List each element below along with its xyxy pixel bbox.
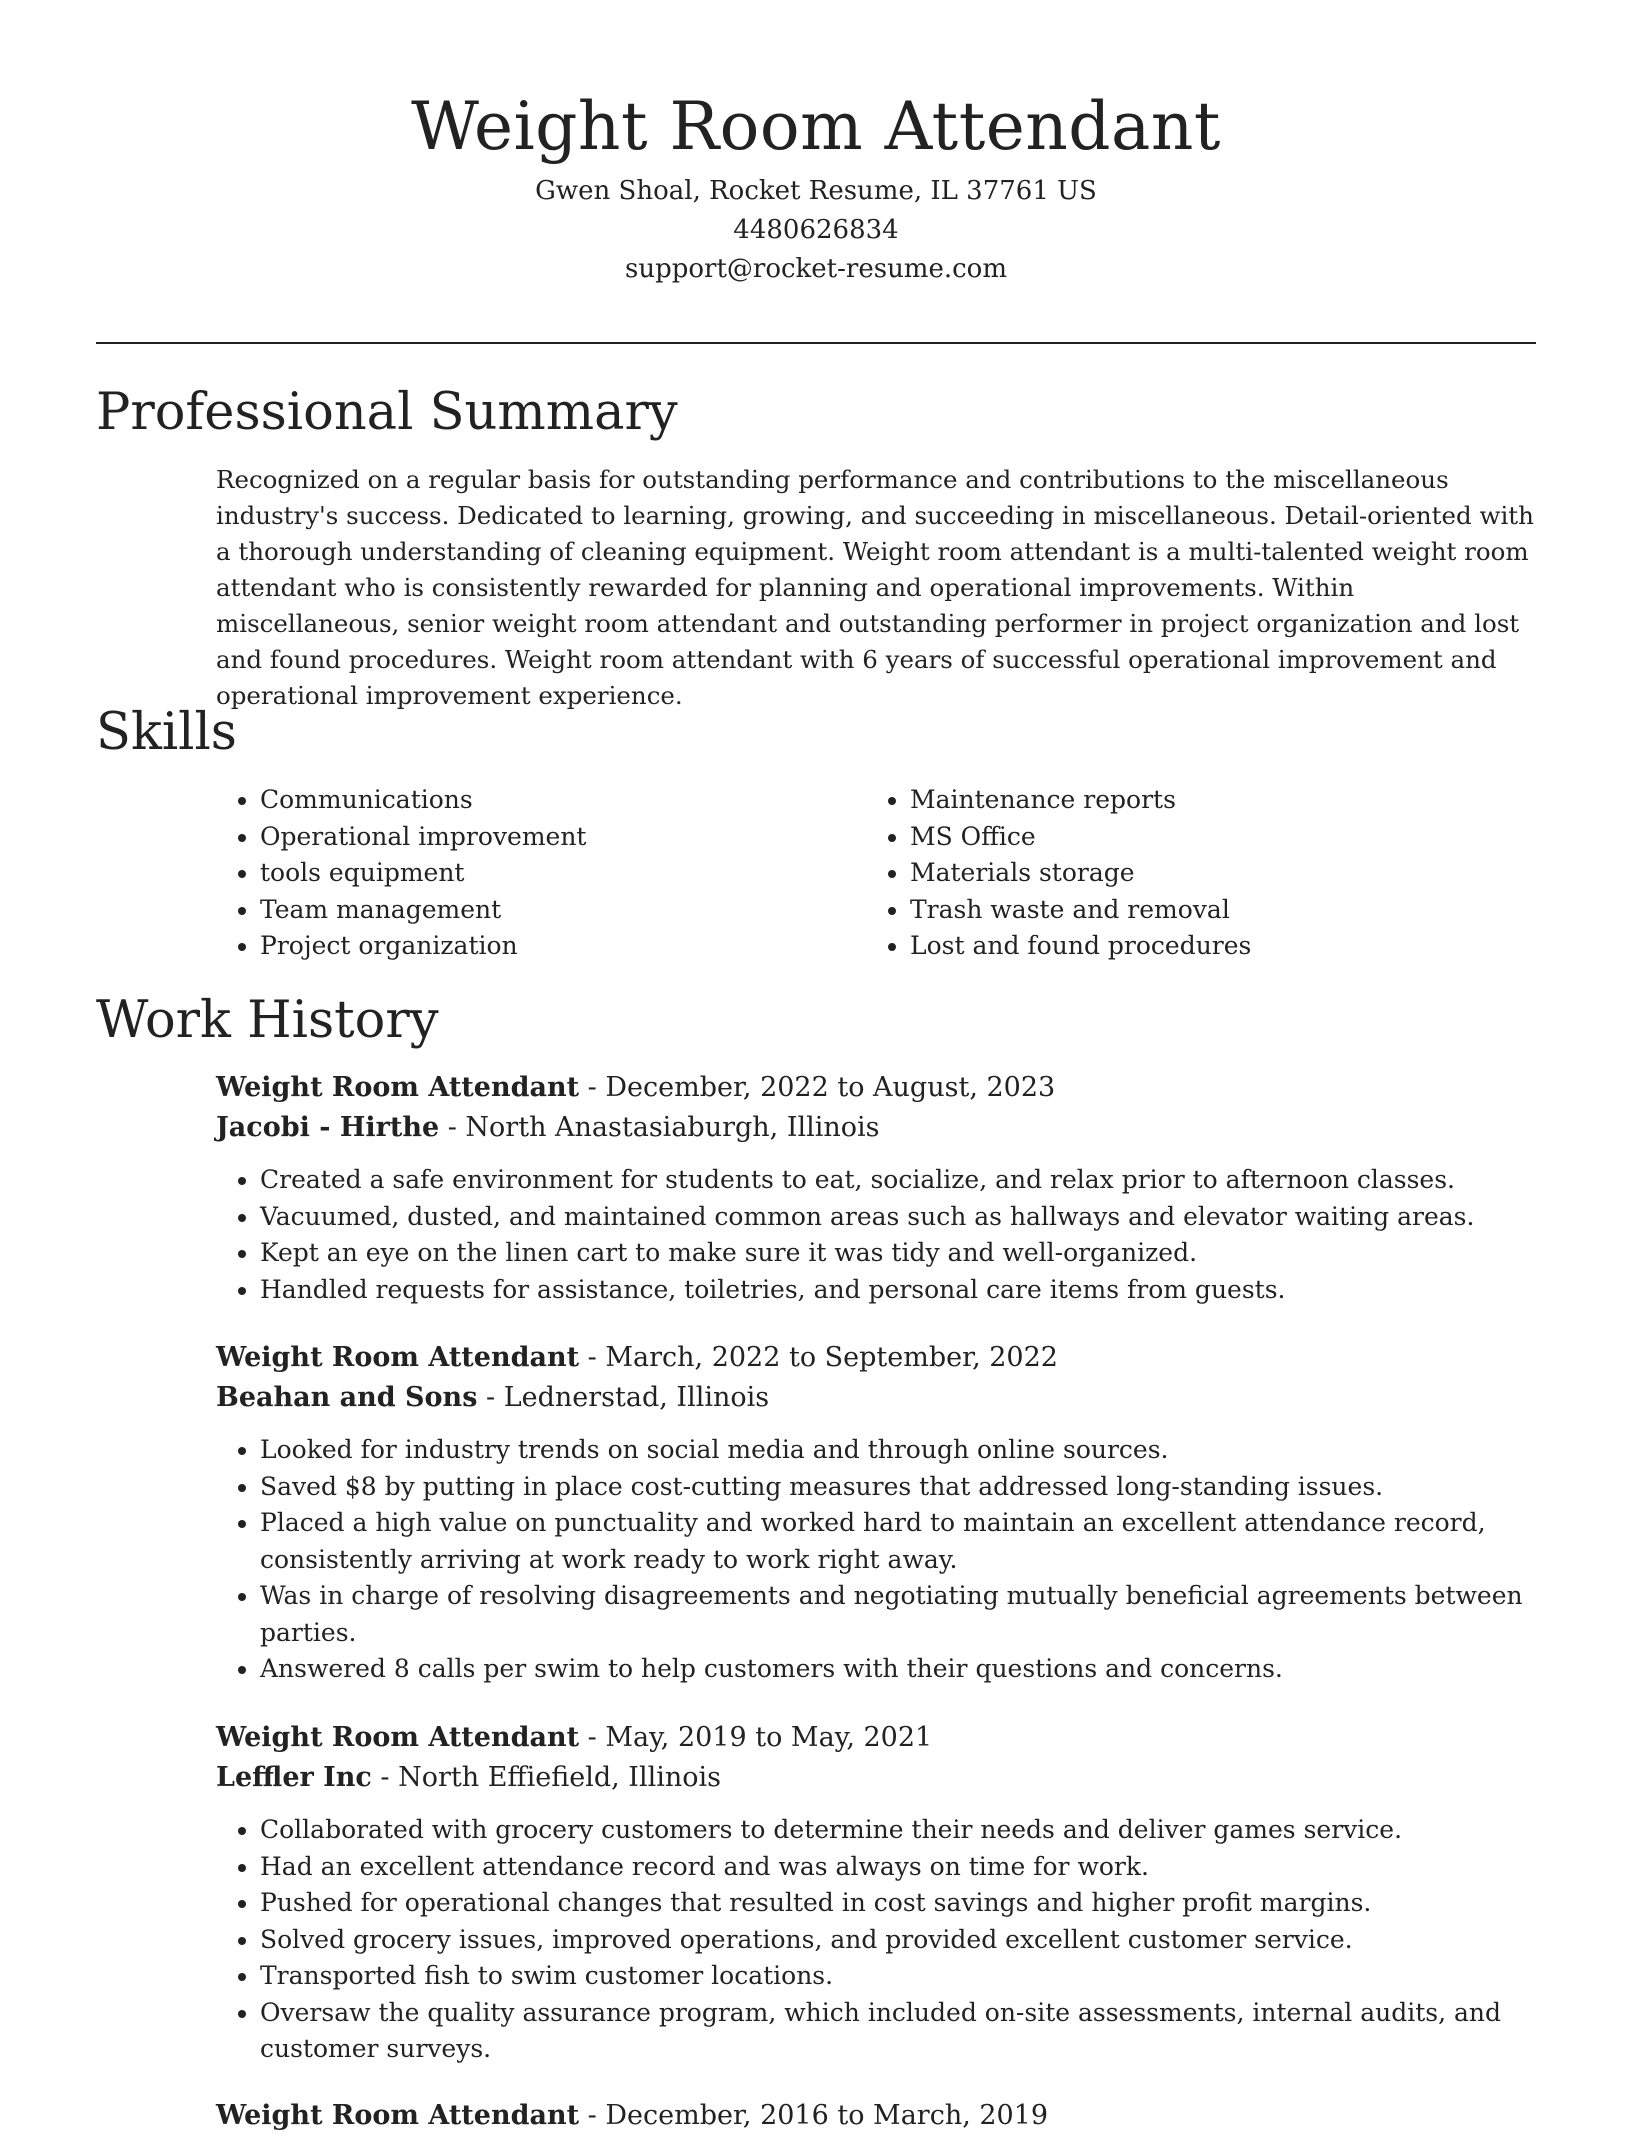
job-bullet: • Kept an eye on the linen cart to make sure it was tidy and well-organized. (260, 1235, 1538, 1272)
job-bullet: • Looked for industry trends on social media and through online sources. (260, 1432, 1538, 1469)
job-location: - North Anastasiaburgh, Illinois (439, 1112, 880, 1143)
job-title-line (216, 1338, 1538, 1378)
job-entry (216, 2096, 1538, 2136)
job-entry (216, 1338, 1538, 1688)
skill-item: • Trash waste and removal (910, 892, 1516, 929)
job-bullet: • Vacuumed, dusted, and maintained common areas such as hallways and elevator waiting areas. (260, 1199, 1538, 1236)
candidate-name: Weight Room Attendant (411, 88, 1221, 165)
skill-item: • Project organization (260, 928, 866, 965)
contact-address: Gwen Shoal, Rocket Resume, IL 37761 US (535, 176, 1097, 206)
job-title-line (216, 1068, 1538, 1108)
job-location: - North Effiefield, Illinois (371, 1762, 722, 1793)
skill-item: • Materials storage (910, 855, 1516, 892)
summary-heading: Professional Summary (96, 383, 678, 442)
job-dates: - December, 2016 to March, 2019 (579, 2100, 1049, 2131)
skill-item: • Operational improvement (260, 819, 866, 856)
skills-heading: Skills (96, 703, 237, 762)
job-title-line (216, 2096, 1538, 2136)
skill-item: • Lost and found procedures (910, 928, 1516, 965)
skill-item: • MS Office (910, 819, 1516, 856)
job-bullet: • Was in charge of resolving disagreements and negotiating mutually beneficial agreements between parties. (260, 1578, 1538, 1651)
job-dates: - March, 2022 to September, 2022 (579, 1342, 1058, 1373)
contact-phone: 4480626834 (733, 215, 899, 245)
job-company: Jacobi - Hirthe (216, 1112, 440, 1143)
work-history-heading: Work History (96, 991, 439, 1050)
job-role: Weight Room Attendant (216, 2100, 580, 2131)
job-company-line (216, 1758, 1538, 1798)
job-title-line (216, 1718, 1538, 1758)
job-company-line (216, 1378, 1538, 1418)
job-bullet: • Transported fish to swim customer locations. (260, 1958, 1538, 1995)
contact-email: support@rocket-resume.com (624, 254, 1007, 284)
skill-item: • Maintenance reports (910, 782, 1516, 819)
job-bullet: • Placed a high value on punctuality and worked hard to maintain an excellent attendance record, consistently arriving at work ready to work right away. (260, 1505, 1538, 1578)
contact-info (0, 172, 1632, 289)
job-bullet: • Pushed for operational changes that resulted in cost savings and higher profit margins. (260, 1885, 1538, 1922)
summary-text: Recognized on a regular basis for outstanding performance and contributions to the miscellaneous industry's success. Dedicated to learning, growing, and succeeding in miscellaneous. Detail-oriented with a thorough understanding of cleaning equipment. Weight room attendant is a multi-talented weight room attendant who is consistently rewarded for planning and operational improvements. Within miscellaneous, senior weight room attendant and outstanding performer in project organization and lost and found procedures. Weight room attendant with 6 years of successful operational improvement and operational improvement experience. (216, 465, 1534, 710)
skills-list (216, 782, 1536, 965)
job-bullet: • Saved $8 by putting in place cost-cutting measures that addressed long-standing issues. (260, 1469, 1538, 1506)
resume-header (0, 82, 1632, 289)
skills-column-right (866, 782, 1516, 965)
job-company: Beahan and Sons (216, 1382, 478, 1413)
job-company: Leffler Inc (216, 1762, 372, 1793)
skill-item: • Communications (260, 782, 866, 819)
job-bullet: • Had an excellent attendance record and was always on time for work. (260, 1849, 1538, 1886)
job-dates: - May, 2019 to May, 2021 (579, 1722, 933, 1753)
job-dates: - December, 2022 to August, 2023 (579, 1072, 1056, 1103)
job-bullet: • Answered 8 calls per swim to help customers with their questions and concerns. (260, 1651, 1538, 1688)
job-bullet: • Collaborated with grocery customers to determine their needs and deliver games service. (260, 1812, 1538, 1849)
skill-item: • tools equipment (260, 855, 866, 892)
job-role: Weight Room Attendant (216, 1072, 580, 1103)
job-bullet: • Solved grocery issues, improved operations, and provided excellent customer service. (260, 1922, 1538, 1959)
job-bullet: • Oversaw the quality assurance program, which included on-site assessments, internal audits, and customer surveys. (260, 1995, 1538, 2068)
job-bullets (216, 1162, 1538, 1308)
job-role: Weight Room Attendant (216, 1342, 580, 1373)
job-entry (216, 1068, 1538, 1308)
job-bullets (216, 1812, 1538, 2068)
job-bullet: • Created a safe environment for students to eat, socialize, and relax prior to afternoon classes. (260, 1162, 1538, 1199)
header-divider (96, 342, 1536, 344)
job-role: Weight Room Attendant (216, 1722, 580, 1753)
job-entry (216, 1718, 1538, 2068)
job-bullet: • Handled requests for assistance, toiletries, and personal care items from guests. (260, 1272, 1538, 1309)
job-location: - Lednerstad, Illinois (477, 1382, 770, 1413)
job-company-line (216, 1108, 1538, 1148)
job-bullets (216, 1432, 1538, 1688)
skill-item: • Team management (260, 892, 866, 929)
skills-column-left (216, 782, 866, 965)
